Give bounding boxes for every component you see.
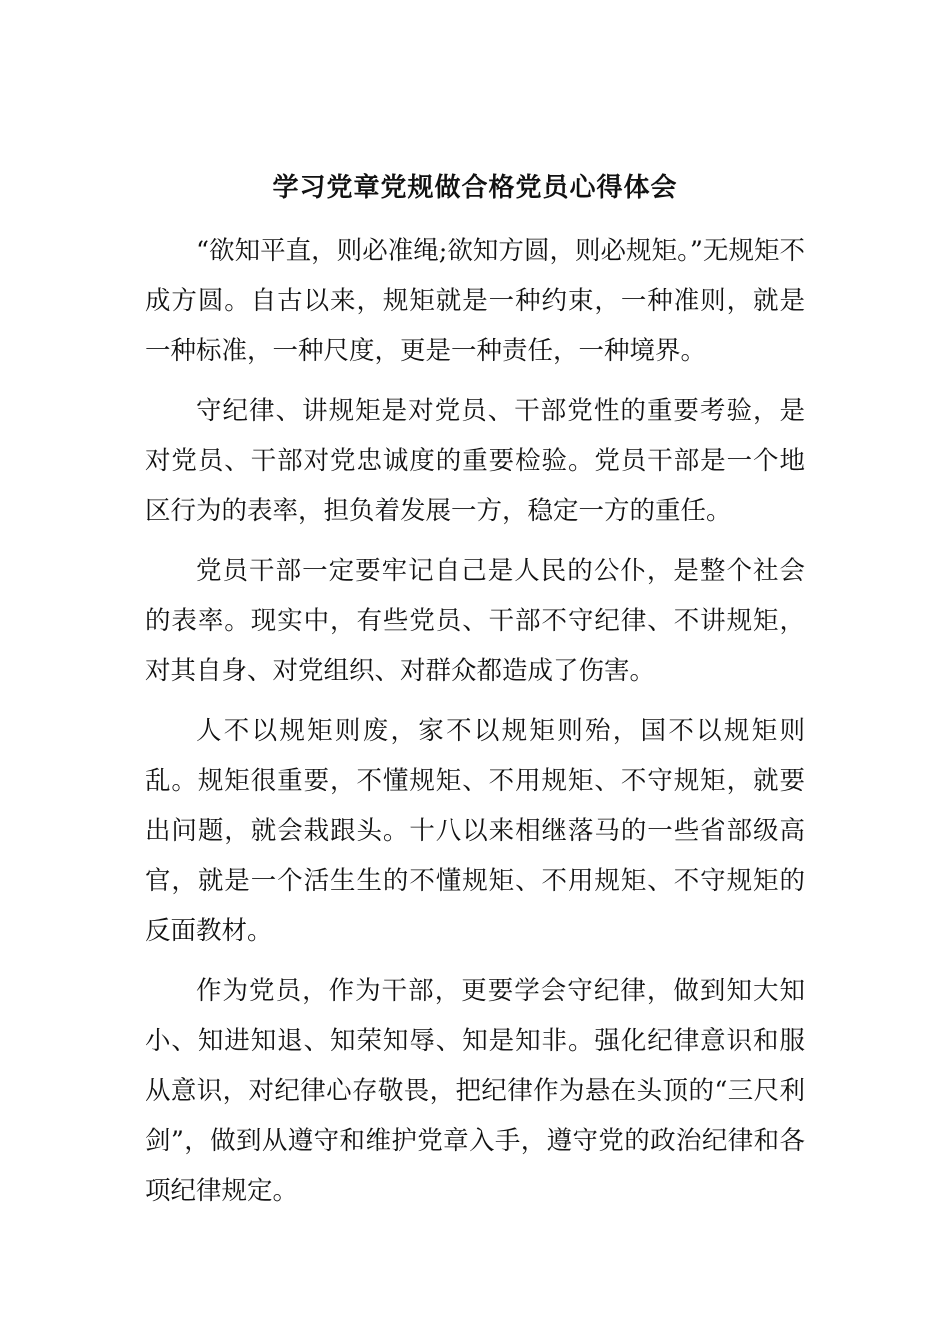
- document-body: [145, 226, 805, 1226]
- paragraph-4: 人不以规矩则废，家不以规矩则殆，国不以规矩则乱。规矩很重要，不懂规矩、不用规矩、不守规矩，就要出问题，就会栽跟头。十八以来相继落马的一些省部级高官，就是一个活生生的不懂规矩、不用规矩、不守规矩的反面教材。: [145, 716, 805, 946]
- paragraph-1: “欲知平直，则必准绳;欲知方圆，则必规矩。”无规矩不成方圆。自古以来，规矩就是一种约束，一种准则，就是一种标准，一种尺度，更是一种责任，一种境界。: [145, 236, 805, 366]
- paragraph-2: 守纪律、讲规矩是对党员、干部党性的重要考验，是对党员、干部对党忠诚度的重要检验。党员干部是一个地区行为的表率，担负着发展一方，稳定一方的重任。: [145, 396, 805, 526]
- paragraph-5: 作为党员，作为干部，更要学会守纪律，做到知大知小、知进知退、知荣知辱、知是知非。强化纪律意识和服从意识，对纪律心存敬畏，把纪律作为悬在头顶的“三尺利剑”，做到从遵守和维护党章入手，遵守党的政治纪律和各项纪律规定。: [145, 976, 805, 1206]
- document-title: 学习党章党规做合格党员心得体会: [272, 173, 678, 203]
- paragraph-3: 党员干部一定要牢记自己是人民的公仆，是整个社会的表率。现实中，有些党员、干部不守纪律、不讲规矩，对其自身、对党组织、对群众都造成了伤害。: [145, 556, 805, 686]
